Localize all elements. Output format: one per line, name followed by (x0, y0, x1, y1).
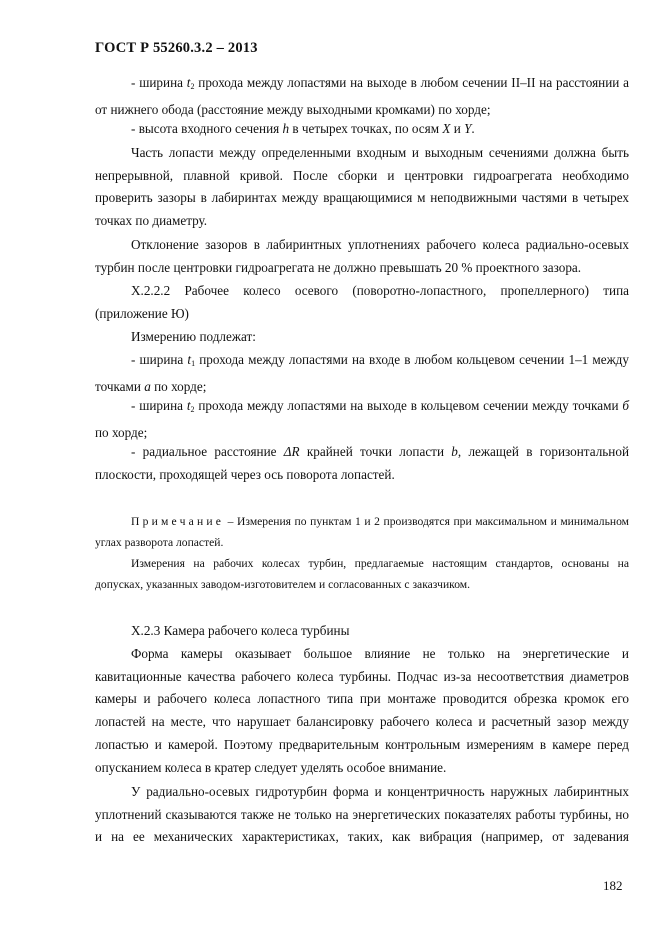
paragraph-labyrinth-seals: У радиально-осевых гидротурбин форма и концентричность наружных лабиринтных уплотнений сказываются также не только на энергетических показателях работы турбины, но и на ее механических характеристиках, таких, как вибрация (например, от задевания (95, 784, 629, 845)
paragraph-width-t1-inlet: - ширина $t_1$ прохода между лопастями на входе в любом кольцевом сечении 1–1 между точками а по хорде; (95, 352, 629, 394)
paragraph-blade-continuity: Часть лопасти между определенными входным и выходным сечениями должна быть непрерывной, плавной кривой. После сборки и центровки гидроагрегата необходимо проверить зазоры в лабиринтах между вращающимися м неподвижными частями в четырех точках по диаметру. (95, 145, 629, 229)
paragraph-chamber-shape: Форма камеры оказывает большое влияние не только на энергетические и кавитационные качества рабочего колеса турбины. Подчас из-за несоответствия диаметров камеры и рабочего колеса лопастного типа при монтаже проводится обрезка кромок его лопастей на месте, что нарушает балансировку рабочего колеса и расчетный зазор между лопастью и камерой. Поэтому предварительным контрольным измерениям в камере перед опусканием колеса в кратер следует уделять особое внимание. (95, 646, 629, 775)
section-heading-runner-chamber: Х.2.3 Камера рабочего колеса турбины (131, 623, 350, 638)
paragraph-gap-deviation: Отклонение зазоров в лабиринтных уплотнениях рабочего колеса радиально-осевых турбин после центровки гидроагрегата не должно превышать 20 % проектного зазора. (95, 237, 629, 275)
paragraph-width-t2-ring: - ширина $t_2$ прохода между лопастями на выходе в кольцевом сечении между точками б по хорде; (95, 398, 629, 440)
paragraph-radial-distance: - радиальное расстояние ΔR крайней точки лопасти b, лежащей в горизонтальной плоскости, проходящей через ось поворота лопастей. (95, 444, 629, 482)
note-label: Примечание (131, 515, 225, 528)
document-header: ГОСТ Р 55260.3.2 – 2013 (95, 40, 258, 56)
page-number: 182 (603, 878, 623, 893)
note-paragraph: Примечание – Измерения по пунктам 1 и 2 производятся при максимальном и минимальном углах разворота лопастей. (95, 515, 629, 549)
paragraph-measurement-list-intro: Измерению подлежат: (131, 329, 256, 344)
note-paragraph-2: Измерения на рабочих колесах турбин, предлагаемые настоящим стандартов, основаны на допусках, указанных заводом-изготовителем и согласованных с заказчиком. (95, 557, 629, 591)
paragraph-width-t2-outlet: - ширина $t_2$ прохода между лопастями на выходе в любом сечении II–II на расстоянии а от нижнего обода (расстояние между выходными кромками) по хорде; (95, 75, 629, 117)
subsection-heading-axial-runner: Х.2.2.2 Рабочее колесо осевого (поворотно-лопастного, пропеллерного) типа (приложение Ю) (95, 283, 629, 321)
paragraph-inlet-height: - высота входного сечения h в четырех точках, по осям X и Y. (131, 121, 475, 136)
